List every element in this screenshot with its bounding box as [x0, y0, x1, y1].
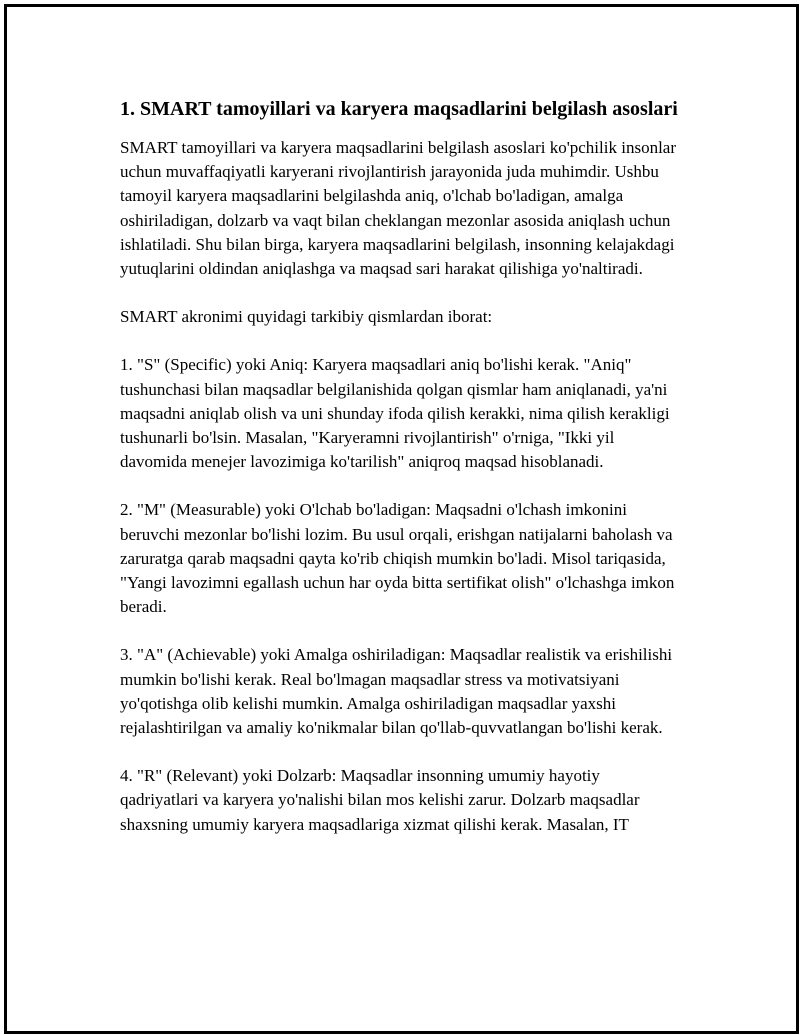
measurable-paragraph: 2. "M" (Measurable) yoki O'lchab bo'ladigan: Maqsadni o'lchash imkonini beruvchi mezonlar bo'lishi lozim. Bu usul orqali, erishgan natijalarni baholash va zaruratga qarab maqsadni qayta ko'rib chiqish mumkin bo'ladi. Misol tariqasida, "Yangi lavozimni egallash uchun har oyda bitta sertifikat olish" o'lchashga imkon beradi.	[120, 500, 675, 617]
section-heading: 1. SMART tamoyillari va karyera maqsadlarini belgilash asoslari	[120, 98, 678, 120]
acronym-intro-paragraph: SMART akronimi quyidagi tarkibiy qismlardan iborat:	[120, 307, 493, 327]
page-frame	[4, 4, 799, 1034]
document-body	[120, 95, 680, 861]
achievable-paragraph: 3. "A" (Achievable) yoki Amalga oshiriladigan: Maqsadlar realistik va erishilishi mumkin bo'lishi kerak. Real bo'lmagan maqsadlar stress va motivatsiyani yo'qotishga olib kelishi mumkin. Amalga oshiriladigan maqsadlar yaxshi rejalashtirilgan va amaliy ko'nikmalar bilan qo'llab-quvvatlangan bo'lishi kerak.	[120, 645, 673, 738]
intro-paragraph: SMART tamoyillari va karyera maqsadlarini belgilash asoslari ko'pchilik insonlar uchun muvaffaqiyatli karyerani rivojlantirish jarayonida juda muhimdir. Ushbu tamoyil karyera maqsadlarini belgilashda aniq, o'lchab bo'ladigan, amalga oshiriladigan, dolzarb va vaqt bilan cheklangan mezonlar asosida aniqlash uchun ishlatiladi. Shu bilan birga, karyera maqsadlarini belgilash, insonning kelajakdagi yutuqlarini oldindan aniqlashga va maqsad sari harakat qilishiga yo'naltiradi.	[120, 138, 676, 279]
relevant-paragraph: 4. "R" (Relevant) yoki Dolzarb: Maqsadlar insonning umumiy hayotiy qadriyatlari va karyera yo'nalishi bilan mos kelishi zarur. Dolzarb maqsadlar shaxsning umumiy karyera maqsadlariga xizmat qilishi kerak. Masalan, IT	[120, 766, 640, 834]
specific-paragraph: 1. "S" (Specific) yoki Aniq: Karyera maqsadlari aniq bo'lishi kerak. "Aniq" tushunchasi bilan maqsadlar belgilanishida qolgan qismlar ham aniqlanadi, ya'ni maqsadni aniqlab olish va uni shunday ifoda qilish kerakki, nima qilish kerakligi tushunarli bo'lsin. Masalan, "Karyeramni rivojlantirish" o'rniga, "Ikki yil davomida menejer lavozimiga ko'tarilish" aniqroq maqsad hisoblanadi.	[120, 355, 670, 472]
